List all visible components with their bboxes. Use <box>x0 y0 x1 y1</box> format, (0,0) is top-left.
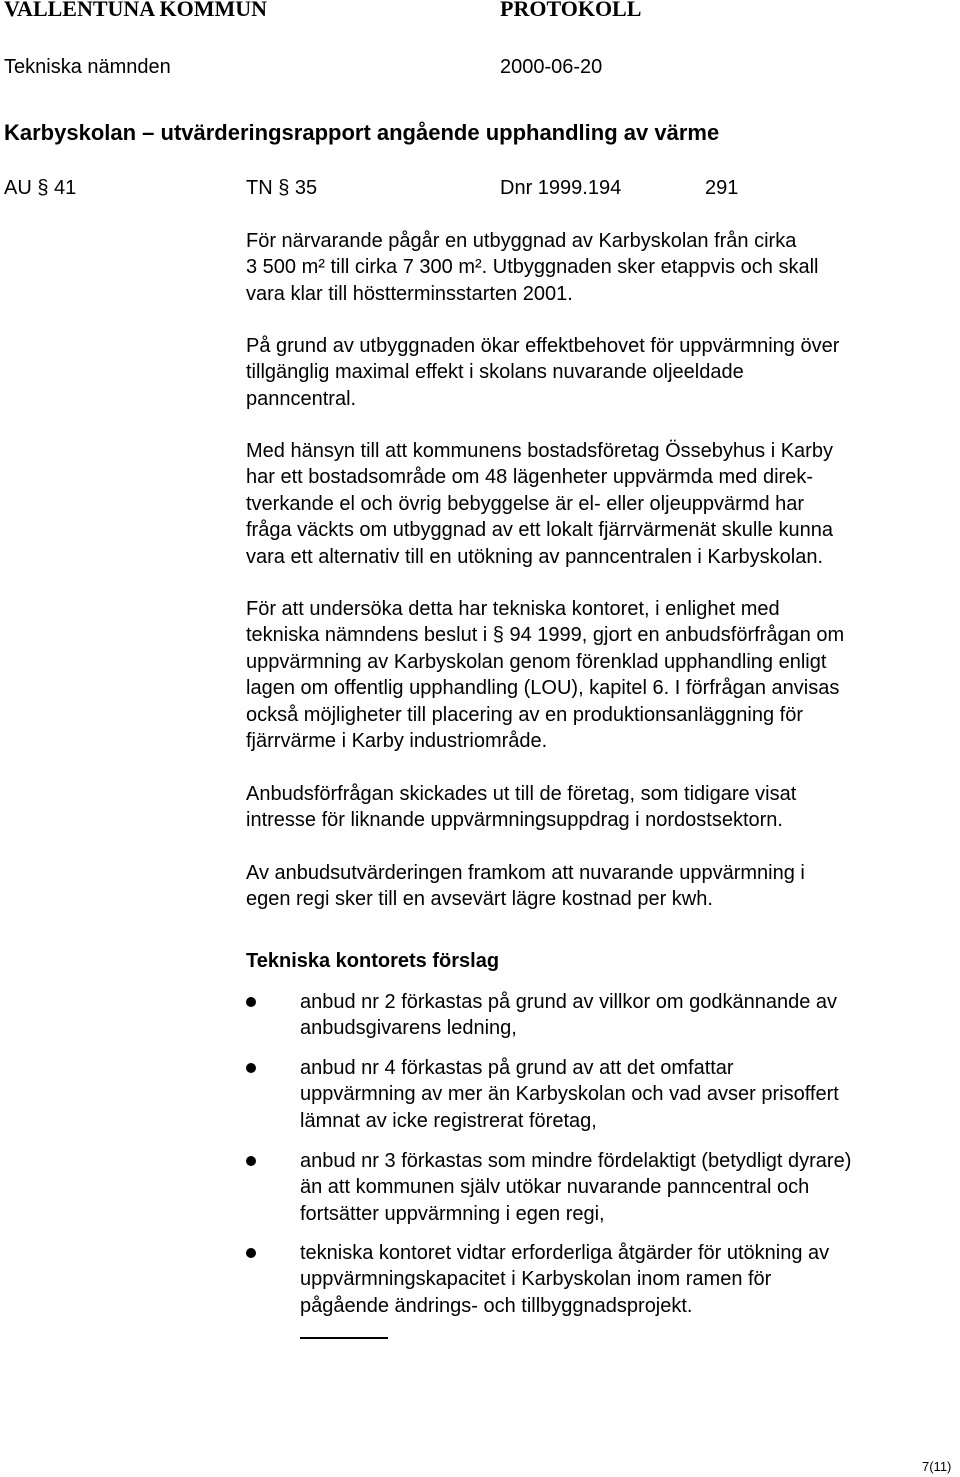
paragraph-4 <box>246 596 946 754</box>
bullet-line: tekniska kontoret vidtar erforderliga åtgärder för utökning av <box>300 1242 830 1264</box>
paragraph-line: tillgänglig maximal effekt i skolans nuvarande oljeeldade <box>246 361 744 384</box>
paragraph-line: uppvärmning av Karbyskolan genom förenklad upphandling enligt <box>246 650 827 673</box>
bullet-line: uppvärmning av mer än Karbyskolan och vad avser prisoffert <box>300 1083 839 1106</box>
proposal-bullet-4 <box>300 1240 950 1319</box>
paragraph-line: På grund av utbyggnaden ökar effektbehovet för uppvärmning över <box>246 335 840 357</box>
bullet-line: pågående ändrings- och tillbyggnadsprojekt. <box>300 1294 693 1317</box>
proposal-heading: Tekniska kontorets förslag <box>246 950 500 972</box>
paragraph-line: intresse för liknande uppvärmningsuppdrag i nordostsektorn. <box>246 809 783 832</box>
paragraph-line: För närvarande pågår en utbyggnad av Karbyskolan från cirka <box>246 230 797 252</box>
bullet-line: än att kommunen själv utökar nuvarande panncentral och <box>300 1176 810 1199</box>
paragraph-line: egen regi sker till en avsevärt lägre kostnad per kwh. <box>246 888 713 911</box>
paragraph-line: vara ett alternativ till en utökning av panncentralen i Karbyskolan. <box>246 545 824 568</box>
bullet-line: anbud nr 3 förkastas som mindre fördelaktigt (betydligt dyrare) <box>300 1150 852 1172</box>
paragraph-6 <box>246 860 946 913</box>
proposal-bullet-3 <box>300 1148 950 1227</box>
page-number: 7(11) <box>922 1459 952 1474</box>
committee-name: Tekniska nämnden <box>4 56 171 78</box>
bullet-icon <box>246 1156 256 1166</box>
bullet-line: lämnat av icke registrerat företag, <box>300 1109 597 1132</box>
paragraph-line: lagen om offentlig upphandling (LOU), kapitel 6. I förfrågan anvisas <box>246 677 840 700</box>
bullet-line: uppvärmningskapacitet i Karbyskolan inom ramen för <box>300 1268 772 1291</box>
dnr-reference: Dnr 1999.194 <box>500 177 622 199</box>
paragraph-2 <box>246 333 946 412</box>
bullet-line: anbud nr 4 förkastas på grund av att det omfattar <box>300 1057 734 1079</box>
bullet-line: anbud nr 2 förkastas på grund av villkor om godkännande av <box>300 991 838 1013</box>
paragraph-line: tverkande el och övrig bebyggelse är el- eller oljeuppvärmd har <box>246 492 805 515</box>
paragraph-line: 3 500 m² till cirka 7 300 m². Utbyggnaden sker etappvis och skall <box>246 256 819 279</box>
paragraph-line: fråga väckts om utbyggnad av ett lokalt fjärrvärmenät skulle kunna <box>246 519 833 542</box>
paragraph-1 <box>246 228 946 307</box>
bullet-icon <box>246 1063 256 1073</box>
proposal-bullet-2 <box>300 1055 950 1134</box>
paragraph-line: För att undersöka detta har tekniska kontoret, i enlighet med <box>246 598 780 620</box>
paragraph-line: Med hänsyn till att kommunens bostadsföretag Össebyhus i Karby <box>246 440 833 462</box>
paragraph-line: panncentral. <box>246 387 357 410</box>
proposal-bullet-1 <box>300 989 950 1042</box>
meeting-date: 2000-06-20 <box>500 56 603 78</box>
au-reference: AU § 41 <box>4 177 77 199</box>
bullet-line: anbudsgivarens ledning, <box>300 1017 517 1040</box>
bullet-line: fortsätter uppvärmning i egen regi, <box>300 1202 605 1225</box>
paragraph-line: fjärrvärme i Karby industriområde. <box>246 730 548 753</box>
document-type: PROTOKOLL <box>500 0 642 21</box>
paragraph-line: tekniska nämndens beslut i § 94 1999, gjort en anbudsförfrågan om <box>246 624 845 647</box>
paragraph-3 <box>246 438 946 570</box>
paragraph-line: har ett bostadsområde om 48 lägenheter uppvärmda med direk- <box>246 466 813 489</box>
org-name: VALLENTUNA KOMMUN <box>4 0 268 21</box>
paragraph-line: Av anbudsutvärderingen framkom att nuvarande uppvärmning i <box>246 862 805 884</box>
paragraph-line: vara klar till höstterminsstarten 2001. <box>246 282 573 305</box>
paragraph-line: Anbudsförfrågan skickades ut till de företag, som tidigare visat <box>246 783 797 805</box>
bullet-icon <box>246 1248 256 1258</box>
reference-number: 291 <box>705 177 739 199</box>
paragraph-line: också möjligheter till placering av en produktionsanläggning för <box>246 703 803 726</box>
bullet-icon <box>246 997 256 1007</box>
section-end-rule <box>300 1337 388 1339</box>
paragraph-5 <box>246 781 946 834</box>
document-title: Karbyskolan – utvärderingsrapport angående upphandling av värme <box>4 120 720 145</box>
tn-reference: TN § 35 <box>246 177 318 199</box>
